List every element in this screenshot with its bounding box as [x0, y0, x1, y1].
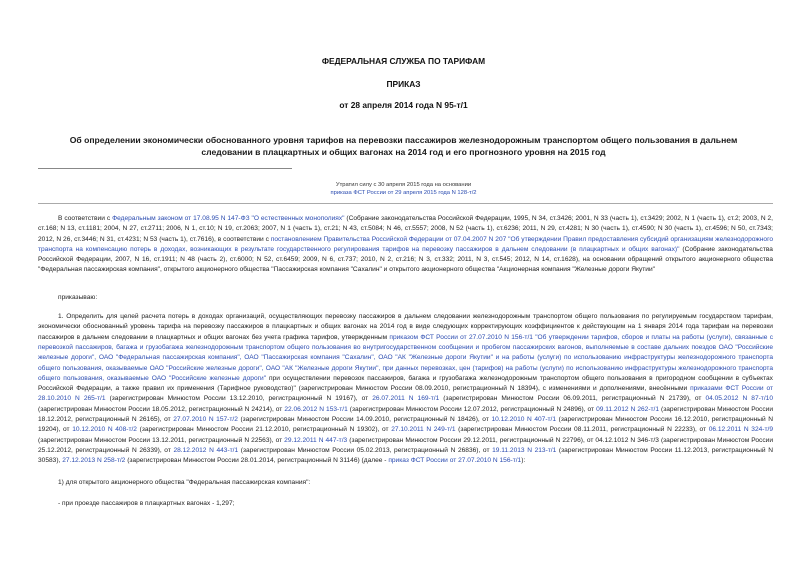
item1-link-3[interactable]: 26.07.2011 N 169-т/1 — [372, 395, 440, 403]
item1-link-14[interactable]: 19.11.2013 N 213-т/1 — [492, 446, 557, 454]
item1-text-5: (зарегистрирован Минюстом России 18.05.2012, регистрационный N 24214), от — [38, 405, 285, 413]
divider-long — [38, 203, 773, 204]
preamble-text-3: (Собрание законодательства Российской Федерации, 2007, N 16, ст.1911; N 48 (часть 2), ст.6000; N 52, ст.6459; 2009, N 6, ст.737; 2010, N 2, ст.216; N 3, ст.332; 2011, N 3, ст.545; 2012, N 14, ст.1628), на основании обращений открытого акционерного общества "Федеральная пассажирская компания", открытого акционерного общества "Пассажирская компания "Сахалин" и открытого акционерного общества "Акционерная компания "Железные дороги Якутии" — [38, 245, 773, 274]
preamble-text-1: В соответствии с — [58, 215, 113, 222]
item1-text-14: (зарегистрирован Минюстом России 05.02.2013, регистрационный N 26836), от — [238, 446, 493, 454]
item1-text-4: (зарегистрирован Минюстом России 06.09.2011, регистрационный N 21739), от — [439, 395, 706, 403]
item1-text-9: (зарегистрирован Минюстом России 16.12.2010, регистрационный N 19204), от — [38, 416, 773, 434]
item1-link-9[interactable]: 10.12.2010 N 408-т/2 — [72, 426, 137, 434]
divider-short — [38, 168, 292, 169]
document-title: Об определении экономически обоснованного уровня тарифов на перевозки пассажиров железнодорожным транспортом общего пользования в дальнем следовании в плацкартных и общих вагонах на 2014 год и его прогнозного уровня на 2015 год — [69, 135, 738, 157]
government-decree-link[interactable]: постановлением Правительства Российской Федерации от 07.04.2007 N 207 "Об утверждении Правил предоставления субсидий организациям железнодорожного транспорта на компенсацию потерь в доходах, возникающих в результате государственного регулирования тарифов на перевозку пассажиров в дальнем следовании (в плацкартных и общих вагонах)" — [38, 235, 773, 253]
sub-item-1-entry: - при проезде пассажиров в плацкартных вагонах - 1,297; — [58, 499, 235, 507]
status-note — [0, 181, 807, 197]
status-note-link[interactable]: приказа ФСТ России от 29 апреля 2015 года N 128-т/2 — [330, 190, 477, 196]
doc-type-heading: ПРИКАЗ — [386, 79, 421, 89]
document-body — [38, 214, 773, 509]
item1-text-1: 1. Определить для целей расчета потерь в доходах организаций, осуществляющих перевозку пассажиров в дальнем следовании железнодорожным транспортом общего пользования по регулируемым государством тарифам, экономически обоснованный уровень тарифа на перевозку пассажиров в плацкартных и общих вагонах на 2014 год в виде следующих корректирующих коэффициентов к действующим на 1 января 2014 года тарифам на перевозки пассажиров в дальнем следовании в плацкартных и общих вагонах без учета графика тарифов, утвержденным — [38, 313, 773, 341]
item1-text-2: при осуществлении перевозок пассажиров, багажа и грузобагажа железнодорожным транспортом общего пользования в пригородном сообщении в субъектах Российской Федерации, а также правил их применения (Тарифное руководство)" (зарегистрирован Минюстом России 08.09.2010, регистрационный N 18394), с изменениями и дополнениями, внесёнными — [38, 374, 773, 393]
item1-text-7: (зарегистрирован Минюстом России 18.12.2012, регистрационный N 26165), от — [38, 405, 773, 424]
item1-link-8[interactable]: 10.12.2010 N 407-т/1 — [491, 416, 557, 424]
item1-text-17: ): — [521, 457, 526, 465]
status-note-text: Утратил силу с 30 апреля 2015 года на основании — [335, 182, 472, 188]
sub-item-1: 1) для открытого акционерного общества "Федеральная пассажирская компания": — [58, 478, 311, 486]
item1-text-11: (зарегистрирован Минюстом России 08.11.2011, регистрационный N 22233), от — [455, 426, 709, 434]
item1-link-5[interactable]: 22.06.2012 N 153-т/1 — [284, 405, 348, 413]
item1-link-12[interactable]: 29.12.2011 N 447-т/3 — [284, 436, 348, 444]
item1-link-15[interactable]: 27.12.2013 N 258-т/2 — [62, 457, 126, 465]
item1-text-13: (зарегистрирован Минюстом России 29.12.2011, регистрационный N 22796), от 04.12.1012 N 346-т/3 (зарегистрирован Минюстом России 25.12.2012, регистрационный N 26339), от — [38, 436, 774, 454]
item1-link-4[interactable]: 04.05.2012 N 87-т/10 — [705, 395, 773, 403]
item1-text-12: (зарегистрирован Минюстом России 13.12.2011, регистрационный N 22563), от — [38, 436, 285, 444]
item1-text-10: (зарегистрирован Минюстом России 21.12.2010, регистрационный N 19302), от — [136, 426, 392, 434]
item1-link-16[interactable]: приказ ФСТ России от 27.07.2010 N 156-т/1 — [388, 457, 522, 465]
item1-text-6: (зарегистрирован Минюстом России 12.07.2012, регистрационный N 24896), от — [347, 405, 597, 413]
preamble-text-2: (Собрание законодательства Российской Федерации, 1995, N 34, ст.3426; 2001, N 33 (часть 1), ст.3429; 2002, N 1 (часть 1), ст.2; 2003, N 2, ст.168; N 13, ст.1181; 2004, N 27, ст.2711; 2006, N 1, ст.10; N 19, ст.2063; 2007, N 1 (часть 1), ст.21; N 43, ст.5084; N 46, ст.5557; 2008, N 52 (часть 1), ст.6236; 2011, N 29, ст.4281; N 30 (часть 1), ст.4590; N 30 (часть 1), ст.4596; N 50, ст.7343; 2012, N 26, ст.3446; N 31, ст.4231; N 53 (часть 1), ст.7616), в соответствии с — [38, 215, 773, 243]
item1-link-2[interactable]: приказами ФСТ России от 28.10.2010 N 265-т/1 — [38, 385, 773, 403]
item-1-paragraph — [38, 312, 773, 466]
item1-text-8: (зарегистрирован Минюстом России 14.09.2010, регистрационный N 18426), от — [237, 416, 492, 424]
item1-link-7[interactable]: 27.07.2010 N 157-т/2 — [173, 416, 238, 424]
preamble-paragraph — [38, 214, 773, 276]
item1-link-6[interactable]: 09.11.2012 N 262-т/1 — [596, 405, 660, 413]
agency-heading: ФЕДЕРАЛЬНАЯ СЛУЖБА ПО ТАРИФАМ — [321, 56, 486, 66]
federal-law-link[interactable]: Федеральным законом от 17.08.95 N 147-ФЗ "О естественных монополиях" — [112, 215, 345, 222]
date-number-heading: от 28 апреля 2014 года N 95-т/1 — [339, 100, 468, 110]
item1-link-10[interactable]: 27.10.2011 N 249-т/1 — [391, 426, 456, 434]
item1-link-11[interactable]: 06.12.2011 N 324-т/9 — [708, 426, 773, 434]
item1-link-13[interactable]: 28.12.2012 N 443-т/1 — [173, 446, 239, 454]
order-word: приказываю: — [58, 293, 98, 301]
item1-text-3: (зарегистрирован Минюстом России 13.12.2010, регистрационный N 19167), от — [105, 395, 373, 403]
item1-text-15: (зарегистрирован Минюстом России 11.12.2013, регистрационный N 30583), — [38, 446, 773, 465]
item1-link-order-156[interactable]: приказом ФСТ России от 27.07.2010 N 156-т/1 "Об утверждении тарифов, сборов и платы на работы (услуги), связанные с перевозкой пассажиров, багажа и грузобагажа железнодорожным транспортом общего пользования во внутригосударственном сообщении и пробегом пассажирских вагонов, выполняемые в составе дальних поездов ОАО "Российские железные дороги", ОАО "Федеральная пассажирская компания", ОАО "Пассажирская компания "Сахалин", ОАО "АК "Железные дороги Якутии" и на работы (услуги) по использованию инфраструктуры железнодорожного транспорта общего пользования, оказываемые ОАО "Российские железные дороги", ОАО "АК "Железные дороги Якутии", при данных перевозках, цен (тарифов) на работы (услуги) по использованию инфраструктуры железнодорожного транспорта общего пользования, оказываемые ОАО "Российские железные дороги" — [38, 333, 773, 382]
item1-text-16: (зарегистрирован Минюстом России 28.01.2014, регистрационный N 31146) (далее - — [125, 457, 389, 465]
